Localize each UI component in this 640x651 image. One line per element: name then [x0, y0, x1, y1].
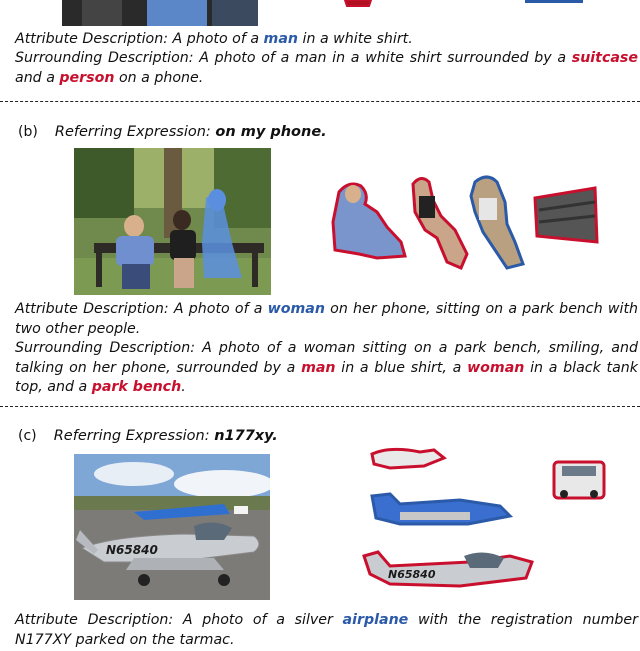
panel-c-header: [18, 425, 278, 444]
context-object-suitcase: suitcase: [571, 50, 638, 66]
panel-divider-1: [0, 101, 640, 102]
panel-b-segments: [329, 172, 599, 272]
context-object-park-bench: park bench: [91, 379, 182, 395]
context-object-woman: woman: [467, 359, 525, 376]
panel-b-label: (b): [18, 124, 38, 140]
context-object-person: person: [59, 69, 115, 86]
panel-a-photo: [62, 0, 258, 26]
panel-b-attribute-description: Attribute Description: A photo of a woman on her phone, sitting on a park bench with two other people.: [15, 301, 639, 337]
panel-c-photo: [74, 454, 270, 600]
context-object-man: man: [301, 359, 336, 376]
panel-a-surrounding-description: Surrounding Description: A photo of a man in a white shirt surrounded by a suitcase and a person on a phone.: [15, 50, 638, 86]
panel-a-attribute-description: Attribute Description: A photo of a man in a white shirt.: [15, 31, 413, 47]
panel-b-header: [18, 121, 327, 140]
target-object-man: man: [263, 31, 298, 47]
panel-c-segments: [360, 444, 610, 594]
panel-c-label: (c): [18, 428, 37, 444]
panel-a-suitcase-segment: [343, 0, 373, 8]
panel-c-referring-expression: Referring Expression: n177xy.: [53, 428, 278, 444]
panel-a-person-segment: [524, 0, 584, 4]
target-object-airplane: airplane: [342, 612, 409, 628]
segment-plane-registration: N65840: [388, 568, 436, 581]
panel-b-surrounding-description: Surrounding Description: A photo of a woman sitting on a park bench, smiling, and talking on her phone, surrounded by a man in a blue shirt, a woman in a black tank top, and a park bench.: [15, 340, 638, 395]
panel-divider-2: [0, 406, 640, 407]
panel-b-photo: [74, 148, 271, 295]
panel-c-attribute-description: Attribute Description: A photo of a silver airplane with the registration number N177XY parked on the tarmac.: [15, 612, 638, 648]
photo-plane-registration: N65840: [106, 543, 158, 557]
panel-b-referring-expression: Referring Expression: on my phone.: [54, 124, 327, 140]
target-object-woman: woman: [267, 301, 325, 317]
